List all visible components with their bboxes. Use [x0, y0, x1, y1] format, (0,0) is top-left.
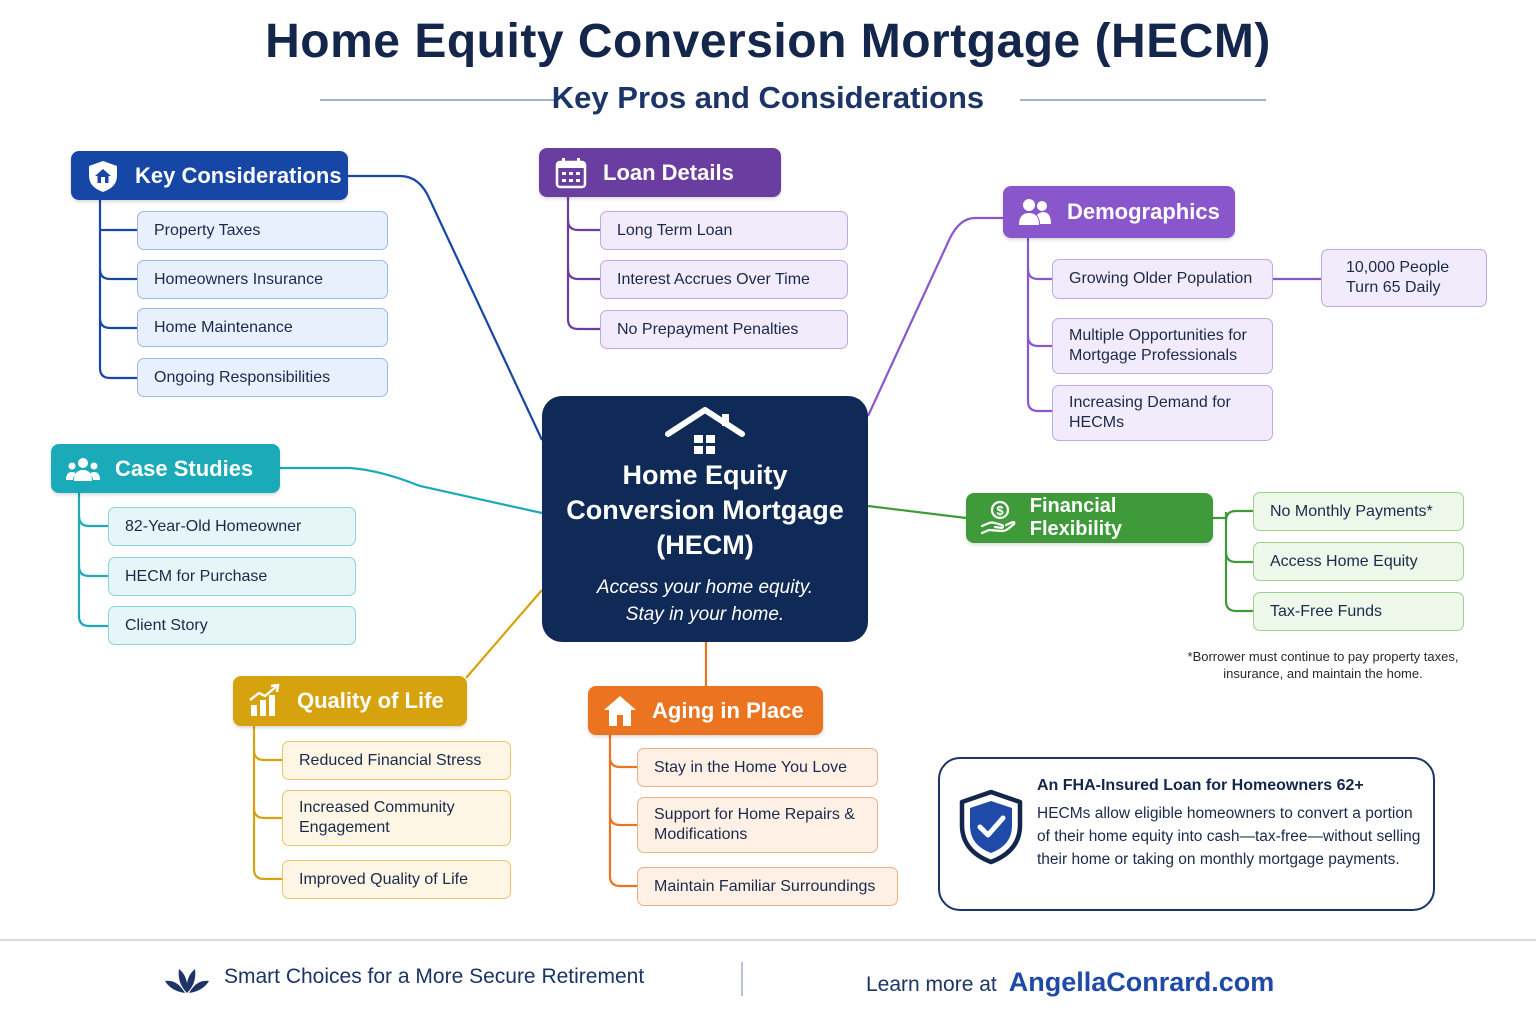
list-item: No Monthly Payments*: [1253, 492, 1464, 531]
footer-separator: [741, 962, 743, 996]
list-item: Long Term Loan: [600, 211, 848, 250]
page-subtitle: Key Pros and Considerations: [551, 80, 985, 115]
list-item: Maintain Familiar Surroundings: [637, 867, 898, 906]
bar-chart-icon: [245, 681, 285, 721]
footer-tagline: Smart Choices for a More Secure Retirement: [224, 965, 645, 988]
list-item: Growing Older Population: [1052, 259, 1273, 299]
house-shield-icon: [83, 156, 123, 196]
info-box: [938, 757, 1435, 911]
center-tagline-line: Access your home equity.: [596, 577, 814, 598]
shield-check-icon: [958, 789, 1024, 865]
branch-label: Aging in Place: [652, 697, 804, 723]
footer-divider: [0, 939, 1536, 941]
branch-demographics: [1003, 186, 1235, 238]
center-tagline-line: Stay in your home.: [625, 604, 785, 625]
branch-label: Case Studies: [115, 455, 254, 481]
branch-label: Key Considerations: [135, 162, 342, 188]
footer-cta: [866, 967, 1274, 998]
center-node: [542, 396, 868, 642]
home-icon: [600, 691, 640, 731]
branch-quality-of-life: [233, 676, 467, 726]
list-item: Homeowners Insurance: [137, 260, 388, 299]
branch-loan-details: [539, 148, 781, 197]
list-item: Ongoing Responsibilities: [137, 358, 388, 397]
list-item: HECM for Purchase: [108, 557, 356, 596]
leaf-logo-icon: [163, 961, 211, 995]
list-item: Stay in the Home You Love: [637, 748, 878, 787]
center-tagline: [542, 574, 868, 628]
people-icon: [1015, 192, 1055, 232]
list-item: Reduced Financial Stress: [282, 741, 511, 780]
branch-case-studies: [51, 444, 280, 493]
list-item: Increased Community Engagement: [282, 790, 511, 846]
branch-label: Demographics: [1067, 199, 1220, 224]
list-item: Home Maintenance: [137, 308, 388, 347]
money-hand-icon: [978, 498, 1018, 538]
branch-label: Financial Flexibility: [1029, 495, 1122, 540]
stat-callout: 10,000 People Turn 65 Daily: [1321, 249, 1487, 307]
branch-label: Loan Details: [603, 159, 734, 185]
learn-more-text: Learn more at: [866, 973, 997, 996]
list-item: 82-Year-Old Homeowner: [108, 507, 356, 546]
list-item: Client Story: [108, 606, 356, 645]
center-title-line: Home Equity: [622, 460, 788, 490]
list-item: Interest Accrues Over Time: [600, 260, 848, 299]
branch-key-considerations: [71, 151, 348, 200]
list-item: Tax-Free Funds: [1253, 592, 1464, 631]
branch-label: Quality of Life: [297, 688, 444, 713]
list-item: Increasing Demand for HECMs: [1052, 385, 1273, 441]
footnote: *Borrower must continue to pay property taxes, insurance, and maintain the home.: [1187, 649, 1459, 681]
branch-aging-in-place: [588, 686, 823, 735]
list-item: Property Taxes: [137, 211, 388, 250]
list-item: Support for Home Repairs & Modifications: [637, 797, 878, 853]
center-title: [542, 458, 868, 563]
svg-text:$: $: [996, 503, 1004, 518]
center-title-line: Conversion Mortgage: [566, 495, 844, 525]
connector-loan-details: [568, 196, 600, 329]
branch-financial-flexibility: [966, 493, 1213, 543]
info-body: HECMs allow eligible homeowners to convert a portion of their home equity into cash—tax-free—without selling their home or taking on monthly mortgage payments.: [1037, 805, 1421, 868]
list-item: Multiple Opportunities for Mortgage Professionals: [1052, 318, 1273, 374]
list-item: Access Home Equity: [1253, 542, 1464, 581]
page-title: Home Equity Conversion Mortgage (HECM): [265, 15, 1271, 68]
website-link[interactable]: AngellaConrard.com: [1008, 967, 1275, 997]
list-item: Improved Quality of Life: [282, 860, 511, 899]
center-title-line: (HECM): [656, 530, 754, 560]
group-icon: [63, 449, 103, 489]
calendar-icon: [551, 153, 591, 193]
list-item: No Prepayment Penalties: [600, 310, 848, 349]
info-title: An FHA-Insured Loan for Homeowners 62+: [1037, 777, 1364, 794]
house-icon: [664, 406, 746, 456]
